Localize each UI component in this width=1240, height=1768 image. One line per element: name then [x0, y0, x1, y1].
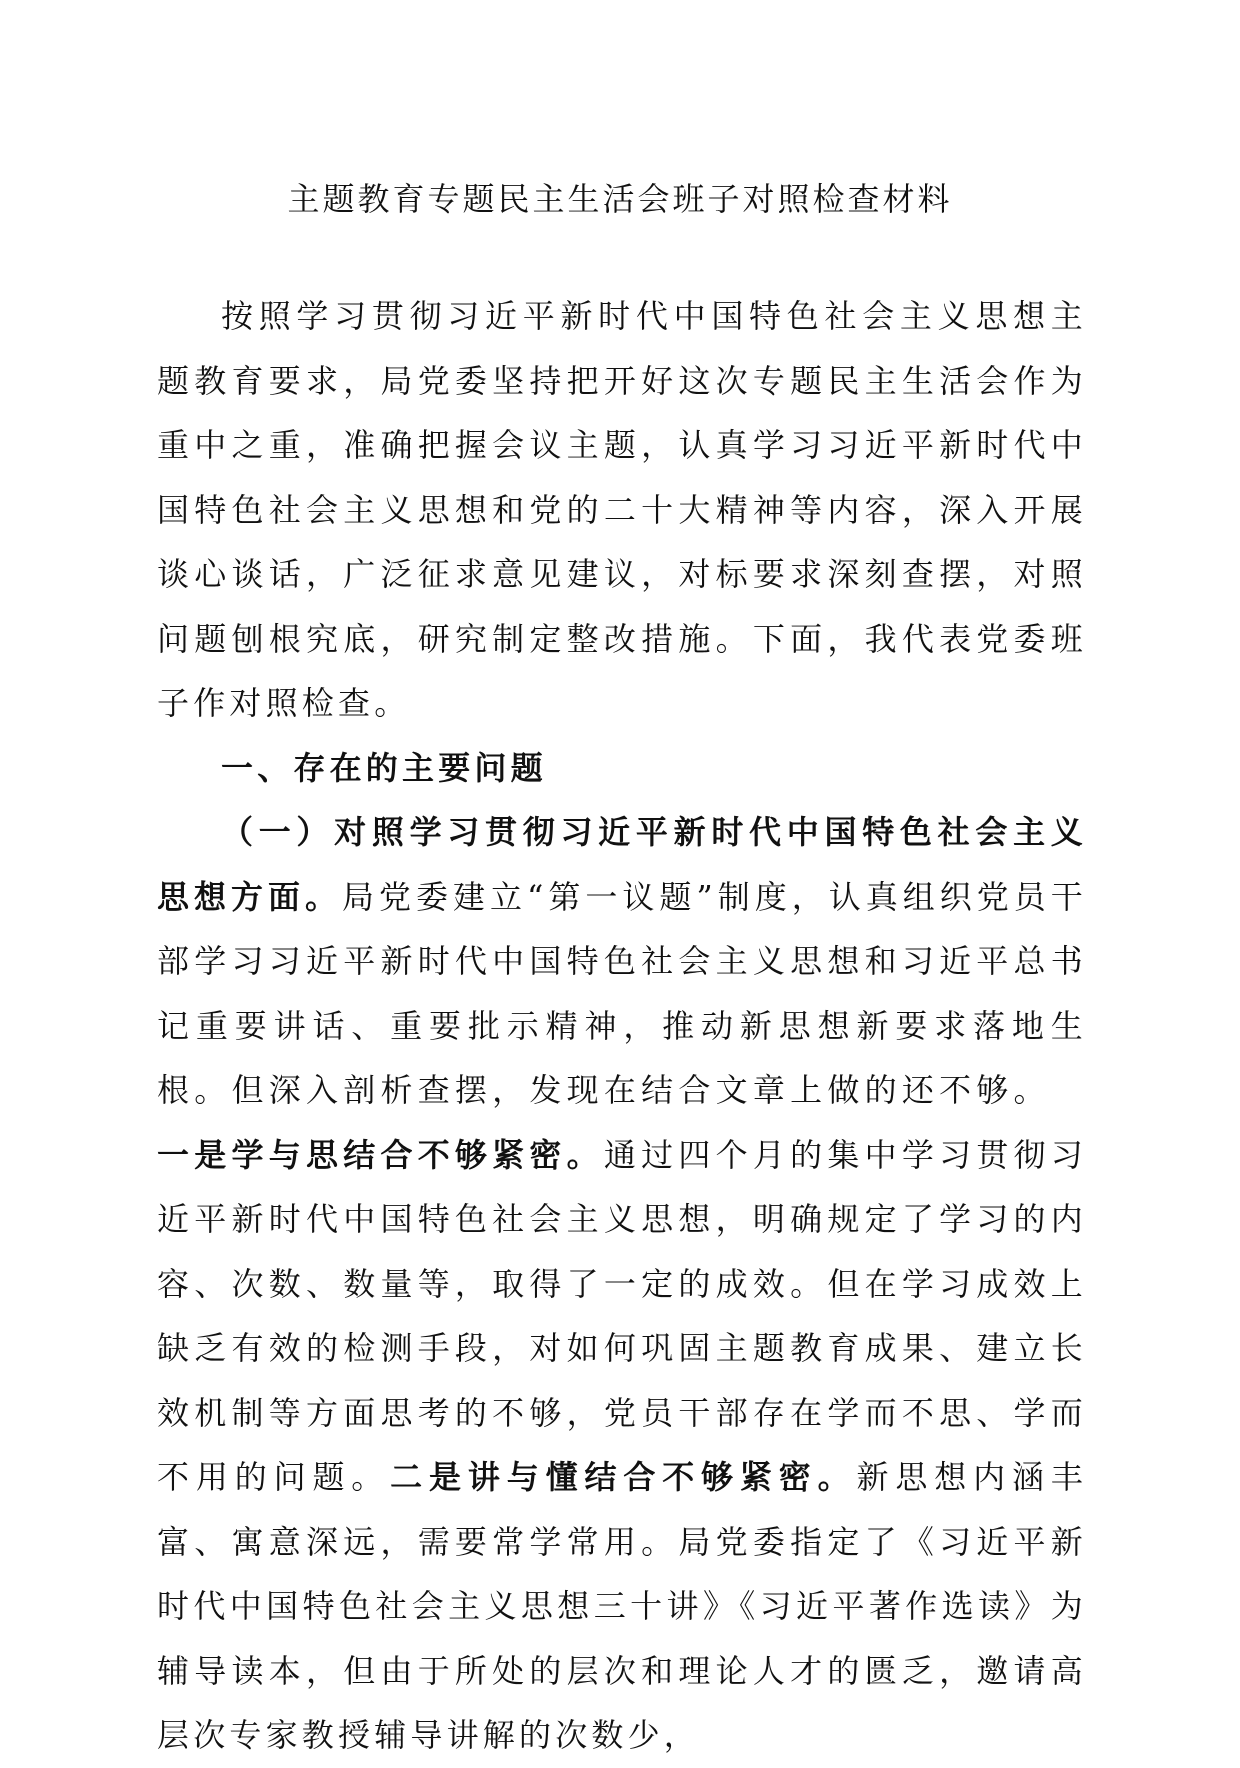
subsection-paragraph: [157, 800, 1087, 1768]
document-body: [157, 284, 1087, 1768]
point-1-heading: 一是学与思结合不够紧密。: [157, 1135, 604, 1174]
intro-paragraph: 按照学习贯彻习近平新时代中国特色社会主义思想主题教育要求，局党委坚持把开好这次专题民主生活会作为重中之重，准确把握会议主题，认真学习习近平新时代中国特色社会主义思想和党的二十大精神等内容，深入开展谈心谈话，广泛征求意见建议，对标要求深刻查摆，对照问题刨根究底，研究制定整改措施。下面，我代表党委班子作对照检查。: [157, 297, 1087, 722]
document-title: 主题教育专题民主生活会班子对照检查材料: [287, 180, 953, 218]
section-heading-main-problems: 一、存在的主要问题: [221, 748, 547, 787]
subsection-heading: （一）对照学习贯彻习近平新时代中国特色社会主义思想方面。: [157, 813, 1087, 916]
point-2-heading: 二是讲与懂结合不够紧密。: [390, 1458, 857, 1496]
subsection-text: 局党委建立“第一议题”制度，认真组织党员干部学习习近平新时代中国特色社会主义思想和习近平总书记重要讲话、重要批示精神，推动新思想新要求落地生根。但深入剖析查摆，发现在结合文章上做的还不够。: [157, 877, 1087, 1109]
point-2-text: 新思想内涵丰富、寓意深远，需要常学常用。局党委指定了《习近平新时代中国特色社会主义思想三十讲》《习近平著作选读》为辅导读本，但由于所处的层次和理论人才的匮乏，邀请高层次专家教授辅导讲解的次数少，: [157, 1458, 1088, 1754]
point-1-text: 通过四个月的集中学习贯彻习近平新时代中国特色社会主义思想，明确规定了学习的内容、次数、数量等，取得了一定的成效。但在学习成效上缺乏有效的检测手段，对如何巩固主题教育成果、建立长效机制等方面思考的不够，党员干部存在学而不思、学而不用的问题。: [157, 1135, 1087, 1496]
